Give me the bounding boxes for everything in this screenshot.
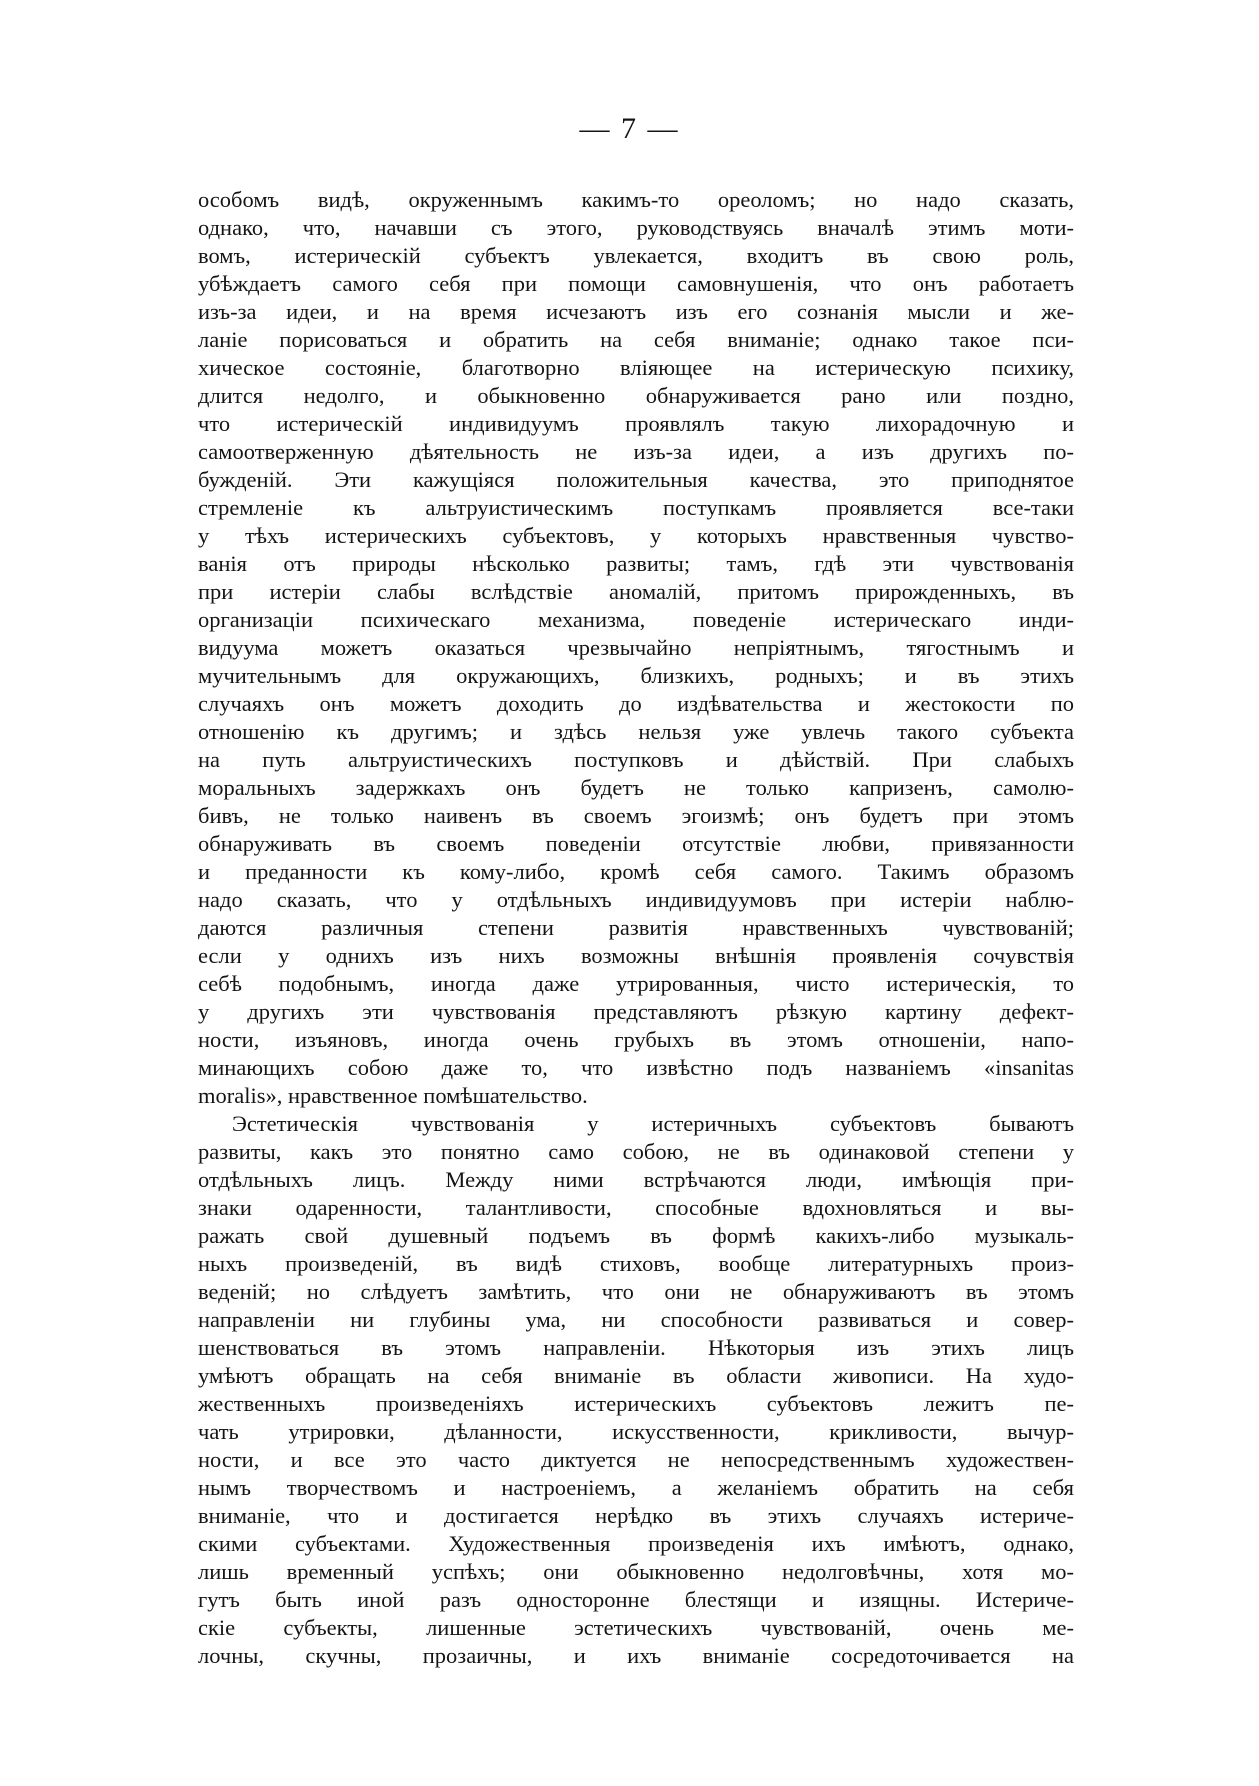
text-line: убѣждаетъ самого себя при помощи самовнушенія, что онъ работаетъ: [198, 271, 1074, 296]
text-line: если у однихъ изъ нихъ возможны внѣшнія проявленія сочувствія: [198, 943, 1074, 968]
text-line: лочны, скучны, прозаичны, и ихъ вниманіе сосредоточивается на: [198, 1643, 1074, 1668]
text-line: moralis», нравственное помѣшательство.: [198, 1083, 588, 1108]
text-line: ванія отъ природы нѣсколько развиты; тамъ, гдѣ эти чувствованія: [198, 551, 1074, 576]
text-line: направленіи ни глубины ума, ни способности развиваться и совер-: [198, 1307, 1074, 1332]
text-line: даются различныя степени развитія нравственныхъ чувствованій;: [198, 915, 1074, 940]
text-line: однако, что, начавши съ этого, руководствуясь вначалѣ этимъ моти-: [198, 215, 1074, 240]
text-line: надо сказать, что у отдѣльныхъ индивидуумовъ при истеріи наблю-: [198, 887, 1074, 912]
text-line: бивъ, не только наивенъ въ своемъ эгоизмѣ; онъ будетъ при этомъ: [198, 803, 1074, 828]
paragraph: [198, 1110, 1074, 1670]
text-line: шенствоваться въ этомъ направленіи. Нѣкоторыя изъ этихъ лицъ: [198, 1335, 1074, 1360]
text-line: мучительнымъ для окружающихъ, близкихъ, родныхъ; и въ этихъ: [198, 663, 1074, 688]
text-line: у тѣхъ истерическихъ субъектовъ, у которыхъ нравственныя чувство-: [198, 523, 1074, 548]
text-line: вомъ, истерическій субъектъ увлекается, входитъ въ свою роль,: [198, 243, 1074, 268]
text-line: ности, и все это часто диктуется не непосредственнымъ художествен-: [198, 1447, 1074, 1472]
text-line: на путь альтруистическихъ поступковъ и дѣйствій. При слабыхъ: [198, 747, 1074, 772]
text-line: моральныхъ задержкахъ онъ будетъ не только капризенъ, самолю-: [198, 775, 1074, 800]
text-line: себѣ подобнымъ, иногда даже утрированныя, чисто истерическія, то: [198, 971, 1074, 996]
text-line: лишь временный успѣхъ; они обыкновенно недолговѣчны, хотя мо-: [198, 1559, 1074, 1584]
text-line: ныхъ произведеній, въ видѣ стиховъ, вообще литературныхъ произ-: [198, 1251, 1074, 1276]
text-line: чать утрировки, дѣланности, искусственности, крикливости, вычур-: [198, 1419, 1074, 1444]
text-line: при истеріи слабы вслѣдствіе аномалій, притомъ прирожденныхъ, въ: [198, 579, 1074, 604]
text-line: скіе субъекты, лишенные эстетическихъ чувствованій, очень ме-: [198, 1615, 1074, 1640]
text-line: веденій; но слѣдуетъ замѣтить, что они не обнаруживаютъ въ этомъ: [198, 1279, 1074, 1304]
text-line: у другихъ эти чувствованія представляютъ рѣзкую картину дефект-: [198, 999, 1074, 1024]
text-line: нымъ творчествомъ и настроеніемъ, а желаніемъ обратить на себя: [198, 1475, 1074, 1500]
text-line: Эстетическія чувствованія у истеричныхъ субъектовъ бываютъ: [232, 1111, 1074, 1136]
text-line: что истерическій индивидуумъ проявлялъ такую лихорадочную и: [198, 411, 1074, 436]
page-number: — 7 —: [579, 112, 680, 145]
text-line: и преданности къ кому-либо, кромѣ себя самого. Такимъ образомъ: [198, 859, 1074, 884]
text-line: видуума можетъ оказаться чрезвычайно непріятнымъ, тягостнымъ и: [198, 635, 1074, 660]
text-line: случаяхъ онъ можетъ доходить до издѣвательства и жестокости по: [198, 691, 1074, 716]
text-line: изъ-за идеи, и на время исчезаютъ изъ его сознанія мысли и же-: [198, 299, 1074, 324]
text-line: организаціи психическаго механизма, поведеніе истерическаго инди-: [198, 607, 1074, 632]
paragraph: [198, 186, 1074, 1110]
text-line: отдѣльныхъ лицъ. Между ними встрѣчаются люди, имѣющія при-: [198, 1167, 1074, 1192]
text-line: самоотверженную дѣятельность не изъ-за идеи, а изъ другихъ по-: [198, 439, 1074, 464]
text-line: развиты, какъ это понятно само собою, не въ одинаковой степени у: [198, 1139, 1074, 1164]
body-text: [198, 186, 1074, 1670]
text-line: вниманіе, что и достигается нерѣдко въ этихъ случаяхъ истериче-: [198, 1503, 1074, 1528]
text-line: стремленіе къ альтруистическимъ поступкамъ проявляется все-таки: [198, 495, 1074, 520]
text-line: хическое состояніе, благотворно вліяющее на истерическую психику,: [198, 355, 1074, 380]
text-line: знаки одаренности, талантливости, способные вдохновляться и вы-: [198, 1195, 1074, 1220]
text-line: ланіе порисоваться и обратить на себя вниманіе; однако такое пси-: [198, 327, 1074, 352]
text-line: ражать свой душевный подъемъ въ формѣ какихъ-либо музыкаль-: [198, 1223, 1074, 1248]
text-line: отношенію къ другимъ; и здѣсь нельзя уже увлечь такого субъекта: [198, 719, 1074, 744]
text-line: гутъ быть иной разъ односторонне блестящи и изящны. Истериче-: [198, 1587, 1074, 1612]
text-line: длится недолго, и обыкновенно обнаруживается рано или поздно,: [198, 383, 1074, 408]
text-line: ности, изъяновъ, иногда очень грубыхъ въ этомъ отношеніи, напо-: [198, 1027, 1074, 1052]
text-line: обнаруживать въ своемъ поведеніи отсутствіе любви, привязанности: [198, 831, 1074, 856]
text-line: умѣютъ обращать на себя вниманіе въ области живописи. На худо-: [198, 1363, 1074, 1388]
text-line: жественныхъ произведеніяхъ истерическихъ субъектовъ лежитъ пе-: [198, 1391, 1074, 1416]
text-line: особомъ видѣ, окруженнымъ какимъ-то ореоломъ; но надо сказать,: [198, 187, 1074, 212]
text-line: минающихъ собою даже то, что извѣстно подъ названіемъ «insanitas: [198, 1055, 1074, 1080]
text-line: бужденій. Эти кажущіяся положительныя качества, это приподнятое: [198, 467, 1074, 492]
text-line: скими субъектами. Художественныя произведенія ихъ имѣютъ, однако,: [198, 1531, 1074, 1556]
